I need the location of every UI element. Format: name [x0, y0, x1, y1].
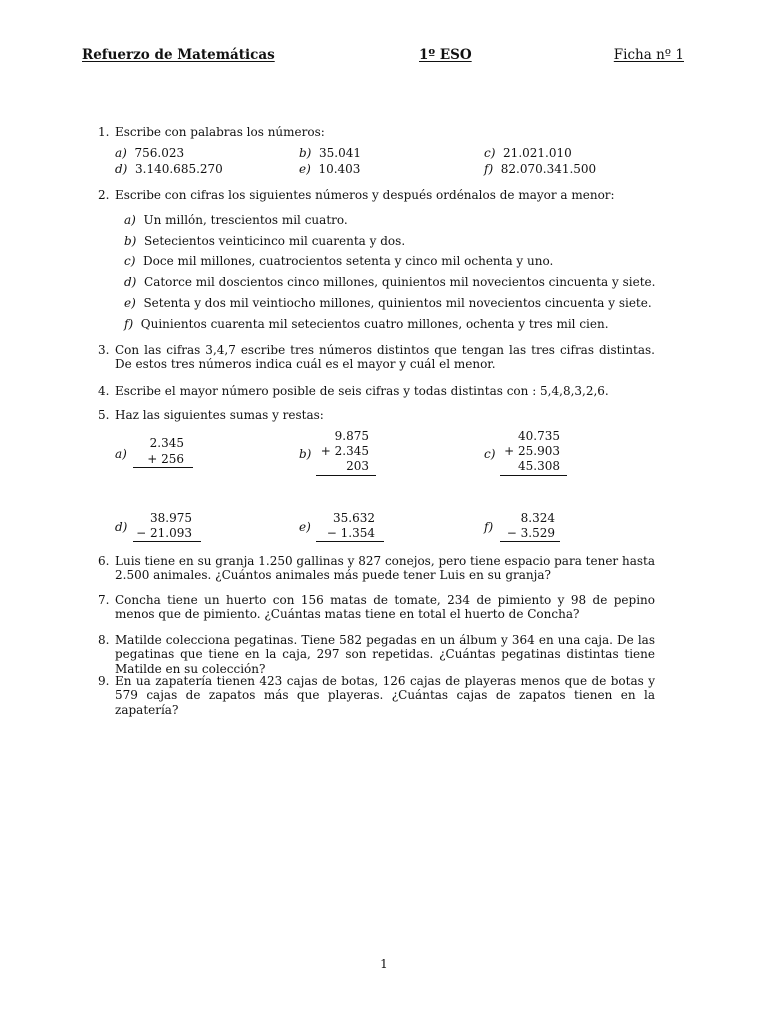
q5-c-label: c) [484, 447, 496, 461]
q5-b-operand-1: 9.875 [334, 429, 369, 443]
q5-f-rule [500, 541, 560, 542]
q1-item-f: f) 82.070.341.500 [484, 162, 597, 176]
q2-text: Escribe con cifras los siguientes números y después ordénalos de mayor a menor: [115, 188, 615, 202]
page-header [82, 47, 684, 67]
header-sheet-number: Ficha nº 1 [613, 47, 684, 63]
q2-item-f: f) Quinientos cuarenta mil setecientos cuatro millones, ochenta y tres mil cien. [124, 317, 609, 331]
q6-text: Luis tiene en su granja 1.250 gallinas y 827 conejos, pero tiene espacio para tener hasta 2.500 animales. ¿Cuántos animales más puede tener Luis en su granja? [115, 554, 655, 583]
q5-e-rule [316, 541, 384, 542]
q5-number: 5. [98, 408, 110, 422]
header-subject: Refuerzo de Matemáticas [82, 47, 275, 63]
q4-text: Escribe el mayor número posible de seis cifras y todas distintas con : 5,4,8,3,2,6. [115, 384, 609, 398]
q5-b-operand-2: + 2.345 [320, 444, 369, 458]
q5-e-label: e) [299, 520, 311, 534]
q8-number: 8. [98, 633, 110, 647]
q9-number: 9. [98, 674, 110, 688]
q5-c-operand-2: + 25.903 [504, 444, 560, 458]
q5-b-label: b) [299, 447, 312, 461]
q1-item-a: a) 756.023 [115, 146, 185, 160]
q1-item-b: b) 35.041 [299, 146, 362, 160]
q2-item-b: b) Setecientos veinticinco mil cuarenta y dos. [124, 234, 406, 248]
q5-c-rule [500, 475, 567, 476]
q2-item-d: d) Catorce mil doscientos cinco millones, quinientos mil novecientos cincuenta y siete. [124, 275, 656, 289]
q1-number: 1. [98, 125, 110, 139]
q3-number: 3. [98, 343, 110, 357]
q7-text: Concha tiene un huerto con 156 matas de tomate, 234 de pimiento y 98 de pepino menos que de pimiento. ¿Cuántas matas tiene en total el huerto de Concha? [115, 593, 655, 622]
q5-d-label: d) [115, 520, 128, 534]
q5-a-rule [133, 467, 193, 468]
q2-number: 2. [98, 188, 110, 202]
q9-text: En ua zapatería tienen 423 cajas de botas, 126 cajas de playeras menos que de botas y 579 cajas de zapatos más que playeras. ¿Cuántas cajas de zapatos tienen en la zapatería? [115, 674, 655, 717]
q5-e-operand-1: 35.632 [333, 511, 375, 525]
header-course: 1º ESO [419, 47, 472, 63]
q6-number: 6. [98, 554, 110, 568]
q5-e-operand-2: − 1.354 [326, 526, 375, 540]
q5-f-label: f) [484, 520, 494, 534]
q5-b-operand-3: 203 [346, 459, 369, 473]
q5-c-operand-3: 45.308 [518, 459, 560, 473]
q4-number: 4. [98, 384, 110, 398]
q5-a-operand-2: + 256 [147, 452, 184, 466]
q5-d-rule [133, 541, 201, 542]
q5-d-operand-2: − 21.093 [136, 526, 192, 540]
q7-number: 7. [98, 593, 110, 607]
q2-item-e: e) Setenta y dos mil veintiocho millones, quinientos mil novecientos cincuenta y siete. [124, 296, 652, 310]
q3-text: Con las cifras 3,4,7 escribe tres números distintos que tengan las tres cifras distintas. De estos tres números indica cuál es el mayor y cuál el menor. [115, 343, 655, 372]
q1-text: Escribe con palabras los números: [115, 125, 325, 139]
page-number: 1 [380, 957, 388, 971]
q5-b-rule [316, 475, 376, 476]
q5-text: Haz las siguientes sumas y restas: [115, 408, 324, 422]
q5-d-operand-1: 38.975 [150, 511, 192, 525]
q5-f-operand-2: − 3.529 [506, 526, 555, 540]
q2-item-a: a) Un millón, trescientos mil cuatro. [124, 213, 348, 227]
q2-item-c: c) Doce mil millones, cuatrocientos setenta y cinco mil ochenta y uno. [124, 254, 554, 268]
q8-text: Matilde colecciona pegatinas. Tiene 582 pegadas en un álbum y 364 en una caja. De las pegatinas que tiene en la caja, 297 son repetidas. ¿Cuántas pegatinas distintas tiene Matilde en su colección? [115, 633, 655, 676]
q5-f-operand-1: 8.324 [520, 511, 555, 525]
q5-a-operand-1: 2.345 [149, 436, 184, 450]
q5-c-operand-1: 40.735 [518, 429, 560, 443]
q1-item-d: d) 3.140.685.270 [115, 162, 223, 176]
q5-a-label: a) [115, 447, 127, 461]
q1-item-e: e) 10.403 [299, 162, 361, 176]
q1-item-c: c) 21.021.010 [484, 146, 572, 160]
